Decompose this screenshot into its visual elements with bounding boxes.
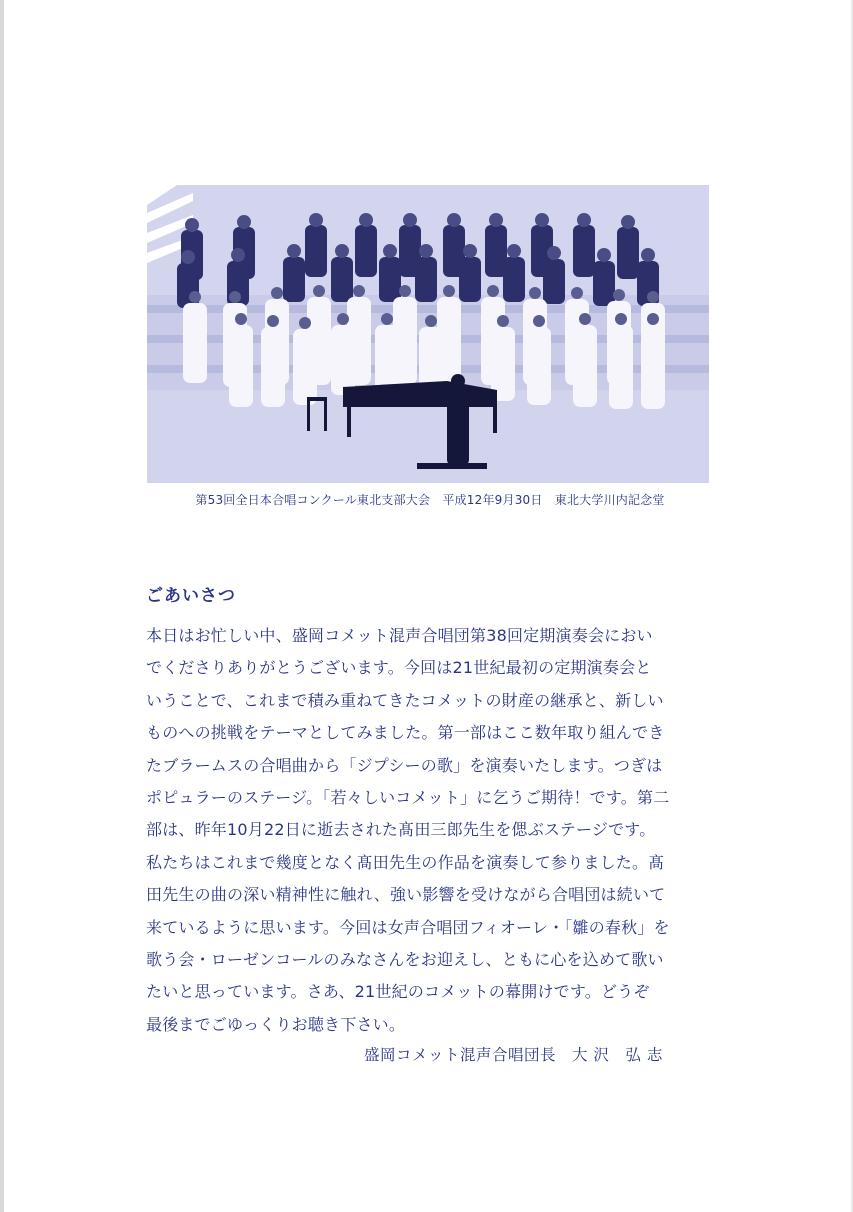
greeting-line: でくださりありがとうございます。今回は21世紀最初の定期演奏会と [146, 658, 652, 678]
signature: 盛岡コメット混声合唱団長 大 沢 弘 志 [364, 1046, 663, 1064]
greeting-line: 最後までごゆっくりお聴き下さい。 [146, 1014, 406, 1034]
greeting-line: 私たちはこれまで幾度となく髙田先生の作品を演奏して参りました。髙 [146, 852, 665, 872]
page-edge-shadow [0, 0, 4, 1212]
greeting-line: 田先生の曲の深い精神性に触れ、強い影響を受けながら合唱団は続いて [146, 885, 666, 905]
greeting-line: ポピュラーのステージ。「若々しいコメット」に乞うご期待！です。第二 [146, 787, 670, 807]
greeting-line: 部は、昨年10月22日に逝去された髙田三郎先生を偲ぶステージです。 [146, 820, 656, 840]
photo-caption: 第53回全日本合唱コンクール東北支部大会 平成12年9月30日 東北大学川内記念堂 [195, 493, 665, 507]
greeting-body [146, 620, 726, 1041]
greeting-line: たいと思っています。さあ、21世紀のコメットの幕開けです。どうぞ [146, 982, 650, 1002]
greeting-line: たブラームスの合唱曲から「ジプシーの歌」を演奏いたします。つぎは [146, 755, 663, 775]
choir-photo-illustration [147, 185, 709, 483]
choir-photo [147, 185, 709, 483]
greeting-line: ものへの挑戦をテーマとしてみました。第一部はここ数年取り組んでき [146, 723, 665, 743]
greeting-line: 本日はお忙しい中、盛岡コメット混声合唱団第38回定期演奏会におい [146, 626, 653, 645]
greeting-title: ごあいさつ [146, 586, 236, 606]
greeting-line: 歌う会・ローゼンコールのみなさんをお迎えし、ともに心を込めて歌い [146, 949, 664, 969]
greeting-line: 来ているように思います。今回は女声合唱団フィオーレ・「雛の春秋」を [146, 917, 670, 937]
greeting-line: いうことで、これまで積み重ねてきたコメットの財産の継承と、新しい [146, 690, 664, 710]
